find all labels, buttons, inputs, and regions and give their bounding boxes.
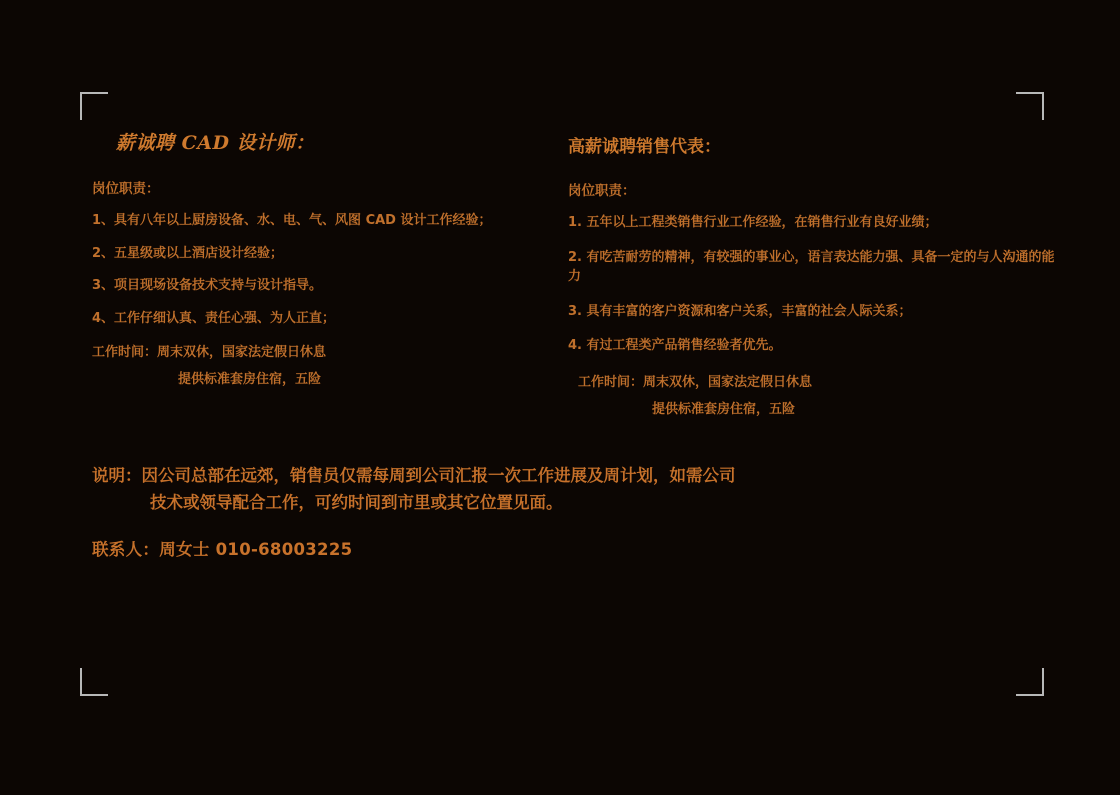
cad-designer-requirement-1: 1、具有八年以上厨房设备、水、电、气、风图 CAD 设计工作经验；: [92, 213, 492, 228]
cad-designer-benefits: 提供标准套房住宿，五险: [178, 372, 322, 387]
cad-designer-subheading: 岗位职责：: [92, 181, 160, 197]
sales-rep-work-time: 工作时间：周末双休，国家法定假日休息: [578, 374, 813, 390]
sales-rep-benefits: 提供标准套房住宿，五险: [652, 401, 796, 417]
sales-rep-subheading: 岗位职责：: [568, 183, 636, 199]
cad-designer-requirement-3: 3、项目现场设备技术支持与设计指导。: [92, 278, 323, 293]
sales-rep-requirement-2: 2. 有吃苦耐劳的精神，有较强的事业心，语言表达能力强、具备一定的与人沟通的能力: [568, 249, 1055, 284]
contact-info: 联系人：周女士 010-68003225: [92, 540, 353, 559]
note-block: [92, 462, 992, 516]
sales-rep-requirement-3: 3. 具有丰富的客户资源和客户关系，丰富的社会人际关系；: [568, 303, 912, 319]
note-line-2: 技术或领导配合工作，可约时间到市里或其它位置见面。: [150, 493, 563, 513]
cad-designer-heading: 薪诚聘 CAD 设计师：: [116, 132, 315, 154]
crop-mark-bottom-left: [80, 668, 108, 696]
sales-rep-requirement-1: 1. 五年以上工程类销售行业工作经验，在销售行业有良好业绩；: [568, 215, 938, 230]
sales-rep-heading: 高薪诚聘销售代表：: [568, 137, 721, 157]
crop-mark-top-left: [80, 92, 108, 120]
cad-designer-requirement-2: 2、五星级或以上酒店设计经验；: [92, 245, 284, 261]
job-listing-cad-designer: [92, 128, 532, 387]
cad-designer-work-time: 工作时间：周末双休，国家法定假日休息: [92, 345, 327, 360]
note-line-1: 说明：因公司总部在远郊，销售员仅需每周到公司汇报一次工作进展及周计划，如需公司: [92, 466, 736, 485]
sales-rep-requirement-4: 4. 有过工程类产品销售经验者优先。: [568, 338, 782, 353]
crop-mark-top-right: [1016, 92, 1044, 120]
cad-designer-requirement-4: 4、工作仔细认真、责任心强、为人正直；: [92, 310, 336, 326]
job-listing-sales-rep: [560, 128, 1060, 417]
crop-mark-bottom-right: [1016, 668, 1044, 696]
